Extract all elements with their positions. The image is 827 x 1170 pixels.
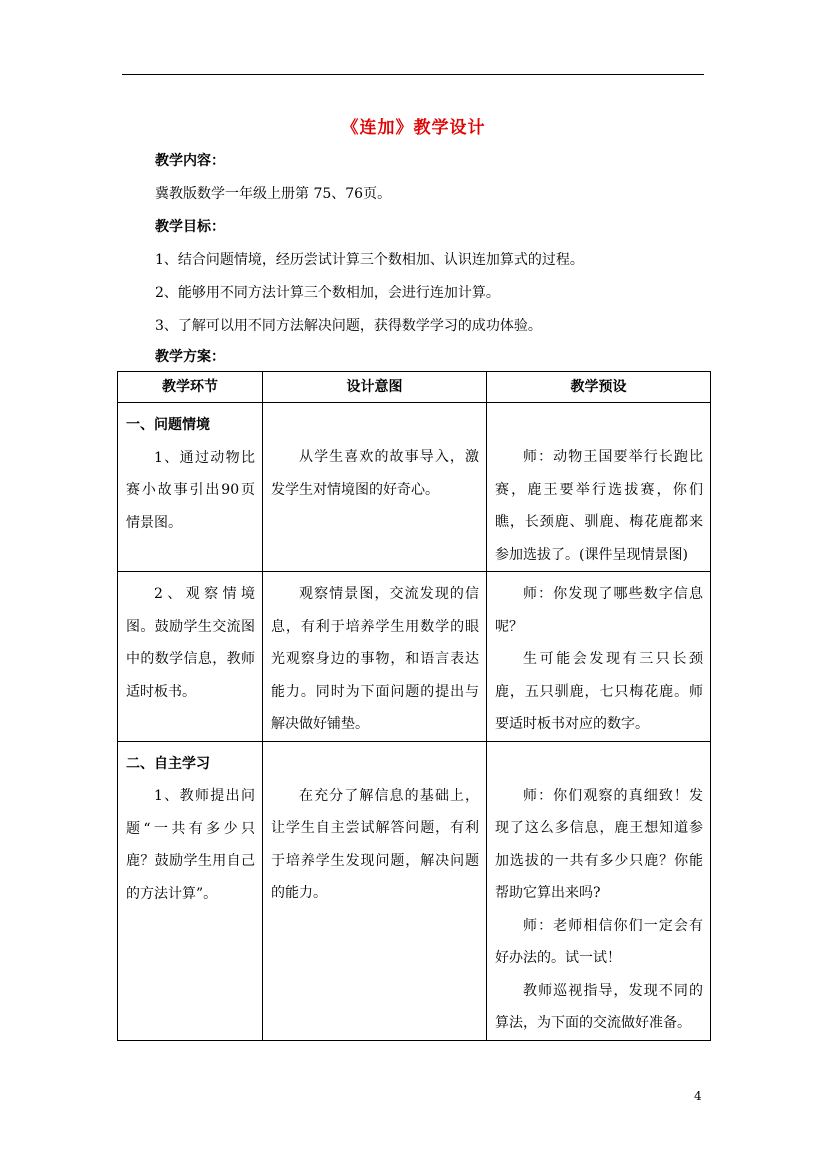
goal-item-1: 1、结合问题情境，经历尝试计算三个数相加、认识连加算式的过程。 [155,252,584,268]
section-title: 一、问题情境 [126,417,210,433]
intent-cell [263,572,487,742]
preset-text: 师：你发现了哪些数字信息呢？ [495,586,703,635]
table-row [118,741,711,1040]
content-heading: 教学内容： [155,153,225,169]
preset-cell [487,403,711,572]
content-text: 冀教版数学一年级上册第 75、76页。 [155,186,392,202]
preset-text: 教师巡视指导，发现不同的算法，为下面的交流做好准备。 [495,982,703,1031]
intent-text: 在充分了解信息的基础上，让学生自主尝试解答问题，有利于培养学生发现问题，解决问题的能力。 [271,787,479,901]
preset-text: 师：动物王国要举行长跑比赛，鹿王要举行选拔赛，你们瞧，长颈鹿、驯鹿、梅花鹿都来参加选拔了。(课件呈现情景图) [495,449,703,563]
header-cell-intent: 设计意图 [263,372,487,403]
page-number: 4 [694,1089,702,1103]
teaching-plan-table [117,371,711,1041]
intent-cell [263,403,487,572]
preset-cell [487,741,711,1040]
step-text: 1、教师提出问题“一共有多少只鹿？鼓励学生用自己的方法计算”。 [126,788,255,902]
step-text: 2、观察情境图。鼓励学生交流图中的数学信息，教师适时板书。 [126,586,255,700]
step-text: 1、通过动物比赛小故事引出90页情景图。 [126,449,255,531]
goals-heading: 教学目标： [155,219,225,235]
table-header-row [118,372,711,403]
table-row [118,572,711,742]
table-row [118,403,711,572]
preset-text: 师：老师相信你们一定会有好办法的。试一试！ [495,917,703,966]
preset-cell [487,572,711,742]
intent-cell [263,741,487,1040]
plan-heading: 教学方案： [155,349,225,365]
stage-cell [118,403,263,572]
intent-text: 观察情景图，交流发现的信息，有利于培养学生用数学的眼光观察身边的事物，和语言表达能力。同时为下面问题的提出与解决做好铺垫。 [271,586,479,732]
preset-text: 师：你们观察的真细致！发现了这么多信息，鹿王想知道参加选拔的一共有多少只鹿？你能帮助它算出来吗? [495,787,703,901]
header-cell-stage: 教学环节 [118,372,263,403]
document-title: 《连加》教学设计 [341,118,486,138]
header-rule [122,74,704,75]
preset-text: 生可能会发现有三只长颈鹿，五只驯鹿，七只梅花鹿。师要适时板书对应的数字。 [495,651,703,732]
section-title: 二、自主学习 [126,755,210,772]
stage-cell [118,572,263,742]
header-cell-preset: 教学预设 [487,372,711,403]
stage-cell [118,741,263,1040]
goal-item-2: 2、能够用不同方法计算三个数相加，会进行连加计算。 [155,285,500,301]
goal-item-3: 3、了解可以用不同方法解决问题，获得数学学习的成功体验。 [155,318,542,334]
intent-text: 从学生喜欢的故事导入，激发学生对情境图的好奇心。 [271,449,479,498]
